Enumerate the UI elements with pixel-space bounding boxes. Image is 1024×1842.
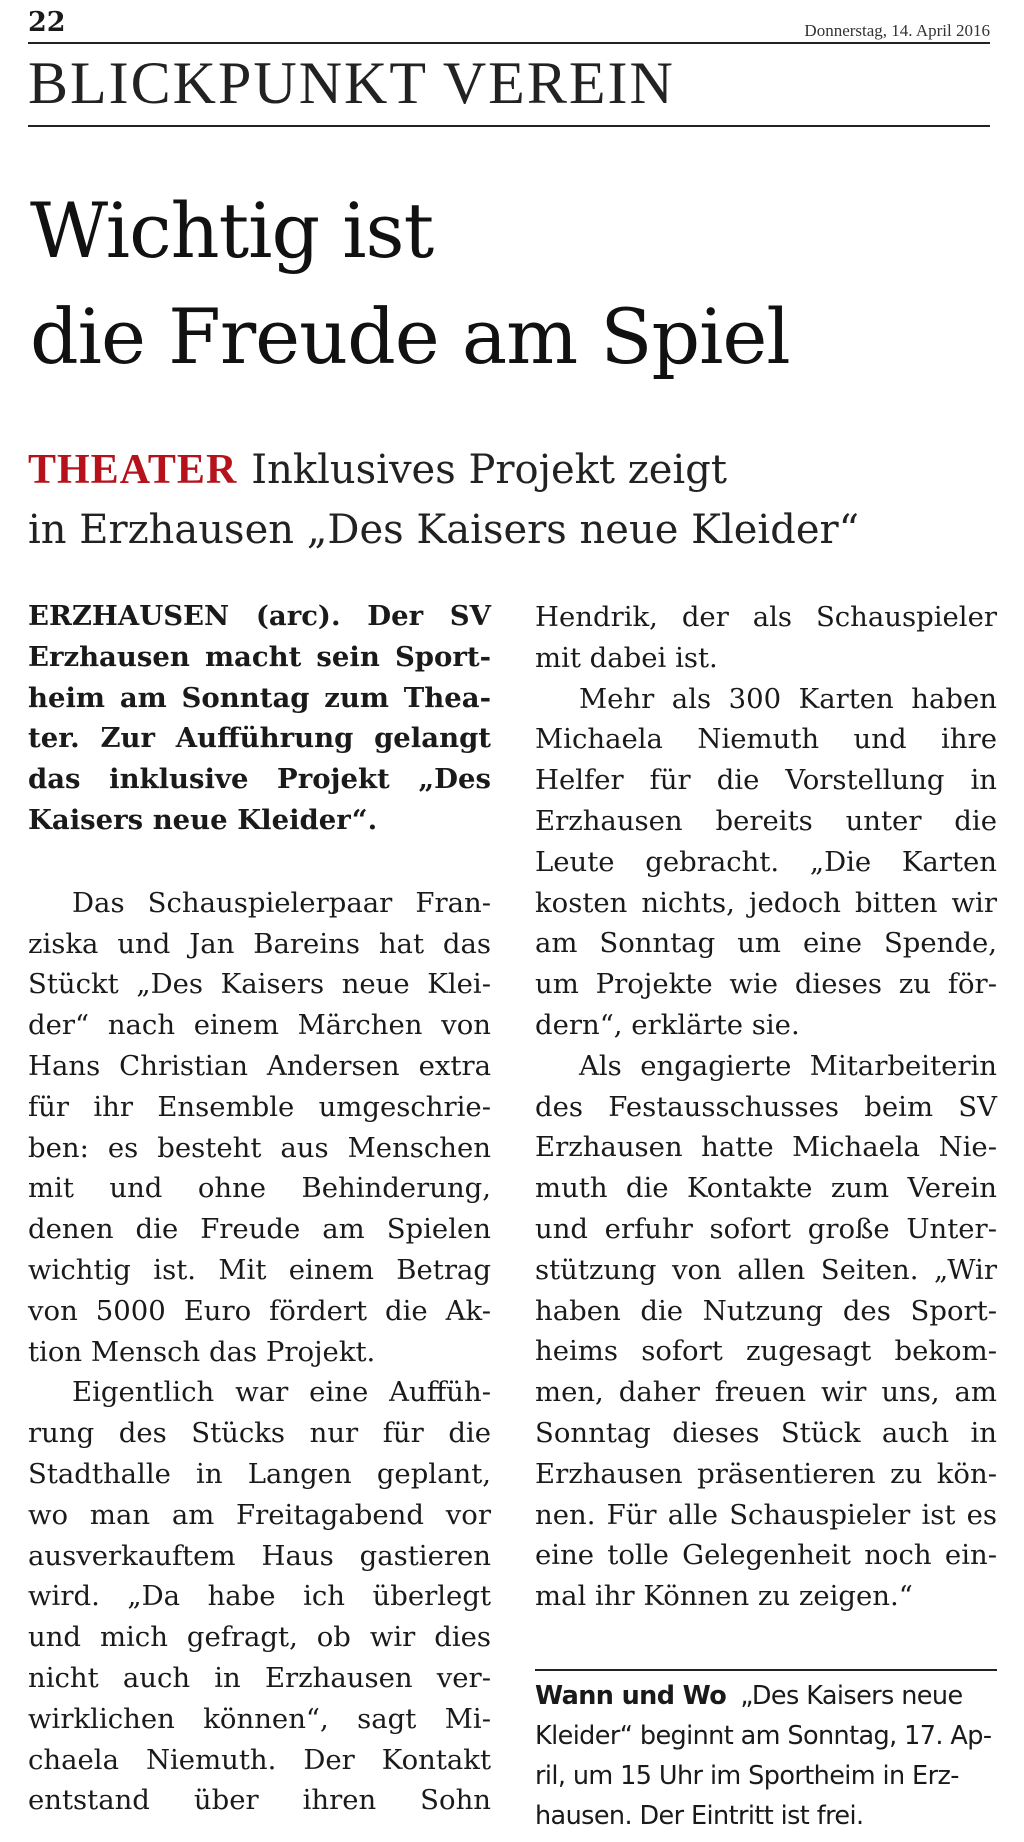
text-line: Sonntag dieses Stück auch in <box>535 1416 997 1449</box>
text-line: für ihr Ensemble umgeschrie- <box>28 1090 491 1123</box>
paragraph <box>535 679 997 1046</box>
subhead-line <box>28 440 1008 500</box>
headline-line: Wichtig ist <box>30 186 434 275</box>
text-line: mit dabei ist. <box>535 641 718 674</box>
subheadline <box>28 440 1008 560</box>
text-line: am Sonntag um eine Spende, <box>535 927 997 960</box>
text-line: Stadthalle in Langen geplant, <box>28 1457 491 1490</box>
text-line: entstand über ihren Sohn <box>28 1784 491 1817</box>
subhead-line: in Erzhausen „Des Kaisers neue Kleider“ <box>28 507 860 553</box>
text-line: Erzhausen bereits unter die <box>535 804 997 837</box>
text-line: wo man am Freitagabend vor <box>28 1498 491 1531</box>
text-line: ziska und Jan Bareins hat das <box>28 927 491 960</box>
text-line: wird. „Da habe ich überlegt <box>28 1580 491 1613</box>
text-line: ter. Zur Aufführung gelangt <box>28 722 491 755</box>
info-box-rule <box>535 1669 997 1671</box>
paragraph <box>28 883 491 1373</box>
text-line: Erzhausen macht sein Sport- <box>28 640 491 673</box>
text-line: chaela Niemuth. Der Kontakt <box>28 1743 491 1776</box>
text-line: nicht auch in Erzhausen ver- <box>28 1661 491 1694</box>
body-left <box>28 883 491 1821</box>
info-line: hausen. Der Eintritt ist frei. <box>535 1801 864 1831</box>
text-line: nen. Für alle Schauspieler ist es <box>535 1498 997 1531</box>
info-box <box>535 1676 997 1836</box>
text-line: Kaisers neue Kleider“. <box>28 803 378 836</box>
text-line: von 5000 Euro fördert die Ak- <box>28 1294 491 1327</box>
lead-paragraph <box>28 596 491 841</box>
article-column-right <box>535 597 997 1617</box>
text-line: denen die Freude am Spielen <box>28 1213 491 1246</box>
text-line: Das Schauspielerpaar Fran- <box>72 886 491 919</box>
text-line: ausverkauftem Haus gastieren <box>28 1539 491 1572</box>
text-line: dern“, erklärte sie. <box>535 1008 800 1041</box>
paragraph <box>28 1372 491 1821</box>
text-line: kosten nichts, jedoch bitten wir <box>535 886 997 919</box>
text-line: tion Mensch das Projekt. <box>28 1335 376 1368</box>
text-line: Eigentlich war eine Auffüh- <box>72 1376 491 1409</box>
paragraph <box>535 597 997 679</box>
header-rule <box>28 42 990 44</box>
text-line: ben: es besteht aus Menschen <box>28 1131 491 1164</box>
info-line: ril, um 15 Uhr im Sportheim in Erz- <box>535 1761 959 1791</box>
issue-date: Donnerstag, 14. April 2016 <box>804 21 990 40</box>
text-line: rung des Stücks nur für die <box>28 1417 491 1450</box>
article-column-left <box>28 596 491 1821</box>
text-line: Mehr als 300 Karten haben <box>579 682 997 715</box>
text-line: wirklichen können“, sagt Mi- <box>28 1702 491 1735</box>
text-line: ERZHAUSEN (arc). Der SV <box>28 600 491 632</box>
text-line: des Festausschusses beim SV <box>535 1090 997 1123</box>
text-line: Helfer für die Vorstellung in <box>535 764 997 797</box>
text-line: Als engagierte Mitarbeiterin <box>579 1049 997 1082</box>
text-line: haben die Nutzung des Sport- <box>535 1294 997 1327</box>
text-line: muth die Kontakte zum Verein <box>535 1172 997 1205</box>
kicker: THEATER <box>28 447 238 493</box>
text-line: wichtig ist. Mit einem Betrag <box>28 1253 491 1286</box>
text-line: um Projekte wie dieses zu för- <box>535 968 997 1001</box>
headline <box>30 178 790 390</box>
text-line: Hendrik, der als Schauspieler <box>535 601 997 633</box>
info-line: Kleider“ beginnt am Sonntag, 17. Ap- <box>535 1721 992 1751</box>
text-line: eine tolle Gelegenheit noch ein- <box>535 1539 997 1572</box>
text-line: Hans Christian Andersen extra <box>28 1049 491 1082</box>
text-line: Michaela Niemuth und ihre <box>535 723 997 756</box>
text-line: Erzhausen hatte Michaela Nie- <box>535 1131 997 1164</box>
info-label: Wann und Wo <box>535 1681 727 1711</box>
text-line: heims sofort zugesagt bekom- <box>535 1335 997 1368</box>
section-rule <box>28 125 990 127</box>
text-line: mal ihr Können zu zeigen.“ <box>535 1580 913 1613</box>
text-line: heim am Sonntag zum Thea- <box>28 681 491 714</box>
text-line: Stückt „Des Kaisers neue Klei- <box>28 968 491 1001</box>
headline-line: die Freude am Spiel <box>30 292 790 381</box>
paragraph <box>535 1046 997 1617</box>
section-title: BLICKPUNKT VEREIN <box>28 50 675 116</box>
info-text: „Des Kaisers neue <box>740 1681 963 1711</box>
subhead-text: Inklusives Projekt zeigt <box>251 447 727 493</box>
text-line: der“ nach einem Märchen von <box>28 1009 491 1042</box>
text-line: und mich gefragt, ob wir dies <box>28 1621 491 1654</box>
text-line: und erfuhr sofort große Unter- <box>535 1212 997 1245</box>
page-number: 22 <box>28 7 66 38</box>
text-line: das inklusive Projekt „Des <box>28 763 491 796</box>
text-line: stützung von allen Seiten. „Wir <box>535 1253 997 1286</box>
text-line: men, daher freuen wir uns, am <box>535 1376 997 1409</box>
info-line <box>535 1676 997 1716</box>
text-line: mit und ohne Behinderung, <box>28 1172 491 1205</box>
text-line: Leute gebracht. „Die Karten <box>535 845 997 878</box>
text-line: Erzhausen präsentieren zu kön- <box>535 1457 997 1490</box>
